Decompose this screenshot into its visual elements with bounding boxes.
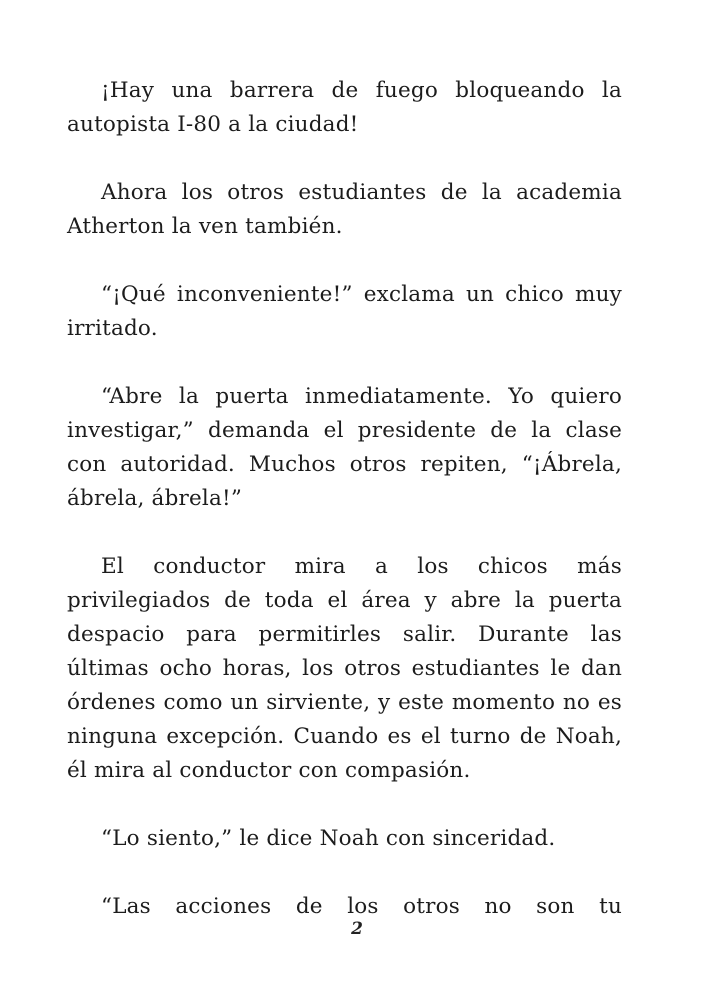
- paragraph: “Abre la puerta inmediatamente. Yo quiero investigar,” demanda el presidente de la clase con autoridad. Muchos otros repiten, “¡Ábrela, ábrela, ábrela!”: [67, 384, 622, 511]
- paragraph: El conductor mira a los chicos más privilegiados de toda el área y abre la puerta despacio para permitirles salir. Durante las últimas ocho horas, los otros estudiantes le dan órdenes como un sirviente, y este momento no es ninguna excepción. Cuando es el turno de Noah, él mira al conductor con compasión.: [67, 554, 622, 783]
- paragraph: “¡Qué inconveniente!” exclama un chico muy irritado.: [67, 282, 622, 341]
- page-body: [67, 74, 622, 958]
- paragraph: ¡Hay una barrera de fuego bloqueando la autopista I-80 a la ciudad!: [67, 78, 622, 137]
- page-number: 2: [351, 919, 363, 939]
- paragraph: “Lo siento,” le dice Noah con sinceridad.: [101, 826, 556, 851]
- paragraph: “Las acciones de los otros no son tu: [101, 894, 622, 919]
- paragraph: Ahora los otros estudiantes de la academia Atherton la ven también.: [67, 180, 622, 239]
